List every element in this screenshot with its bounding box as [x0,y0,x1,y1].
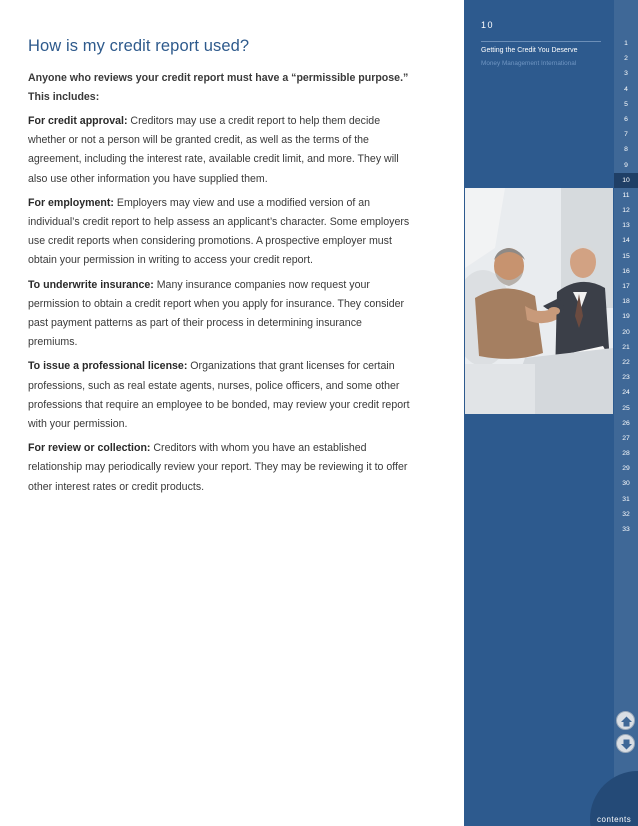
home-up-arrow-icon [617,712,636,731]
document-title: Getting the Credit You Deserve [481,47,578,54]
nav-page-10[interactable]: 10 [614,173,638,188]
paragraph-employment [28,194,410,271]
nav-page-2[interactable]: 2 [624,55,628,63]
sidebar-divider [481,41,601,42]
nav-page-30[interactable]: 30 [622,480,630,488]
nav-page-9[interactable]: 9 [624,161,628,169]
paragraph-lead: For review or collection: [28,442,151,455]
handshake-photo [465,188,613,414]
nav-page-24[interactable]: 24 [622,389,630,397]
contents-label: contents [597,815,632,824]
nav-page-21[interactable]: 21 [622,343,630,351]
nav-page-4[interactable]: 4 [624,85,628,93]
nav-page-29[interactable]: 29 [622,465,630,473]
down-arrow-icon [617,735,636,754]
nav-page-25[interactable]: 25 [622,404,630,412]
nav-page-15[interactable]: 15 [622,252,630,260]
paragraph-lead: To issue a professional license: [28,360,188,373]
nav-page-22[interactable]: 22 [622,358,630,366]
document-subtitle: Money Management International [481,60,577,67]
paragraph-lead: For employment: [28,196,114,209]
nav-page-17[interactable]: 17 [622,283,630,290]
nav-page-3[interactable]: 3 [624,70,628,78]
nav-page-8[interactable]: 8 [624,146,628,154]
nav-page-19[interactable]: 19 [622,313,630,321]
nav-page-27[interactable]: 27 [622,434,630,442]
nav-page-14[interactable]: 14 [622,237,630,245]
main-content [28,36,410,502]
nav-page-7[interactable]: 7 [624,131,628,139]
nav-page-6[interactable]: 6 [624,115,628,123]
nav-page-32[interactable]: 32 [622,510,630,518]
nav-page-31[interactable]: 31 [622,495,630,503]
nav-page-16[interactable]: 16 [622,267,630,275]
nav-page-28[interactable]: 28 [622,450,630,458]
paragraph-body: Employers may view and use a modified version of an individual’s credit report to help assess an applicant’s character. Some employers use credit reports when considering promotions. A prospective employer must obtain your permission in writing to access your credit report. [28,196,410,267]
page-title: How is my credit report used? [28,37,250,55]
paragraph-body: Organizations that grant licenses for certain professions, such as real estate agents, nurses, police officers, and some other professions that require an employee to be bonded, may review your credit report with your permission. [28,360,410,431]
handshake-photo-illustration [465,188,613,414]
page-navigation [614,0,638,826]
page-number-list [614,36,638,537]
paragraph-body: Creditors may use a credit report to help them decide whether or not a person will be granted credit, as well as the terms of the agreement, including the interest rate, available credit limit, and more. They will also use other information you have supplied them. [28,115,399,185]
sidebar-page-number: 10 [481,20,495,30]
nav-page-5[interactable]: 5 [624,100,628,108]
scroll-up-button[interactable] [616,711,635,730]
scroll-down-button[interactable] [616,734,635,753]
paragraph-body: Many insurance companies now request your permission to obtain a credit report when you apply for insurance. They consider past payment patterns as part of their process in determining insurance premiums. [28,278,405,349]
nav-page-20[interactable]: 20 [622,328,630,336]
paragraph-body: Creditors with whom you have an established relationship may periodically review your report. They may be reviewing it to offer other interest rates or credit products. [28,442,408,493]
paragraph-credit-approval [28,112,410,189]
paragraph-review-collection [28,439,410,497]
nav-page-26[interactable]: 26 [622,419,630,427]
paragraph-professional-license [28,357,410,434]
paragraph-insurance [28,276,410,353]
nav-page-33[interactable]: 33 [622,526,630,533]
nav-page-1[interactable]: 1 [624,40,628,47]
nav-page-13[interactable]: 13 [622,222,630,230]
nav-page-18[interactable]: 18 [622,298,630,306]
intro-text: Anyone who reviews your credit report must have a “permissible purpose.” This includes: [28,72,409,103]
nav-page-23[interactable]: 23 [622,374,630,382]
nav-page-11[interactable]: 11 [622,191,630,199]
paragraph-lead: For credit approval: [28,115,128,127]
nav-page-12[interactable]: 12 [622,207,630,215]
paragraph-lead: To underwrite insurance: [28,278,154,291]
